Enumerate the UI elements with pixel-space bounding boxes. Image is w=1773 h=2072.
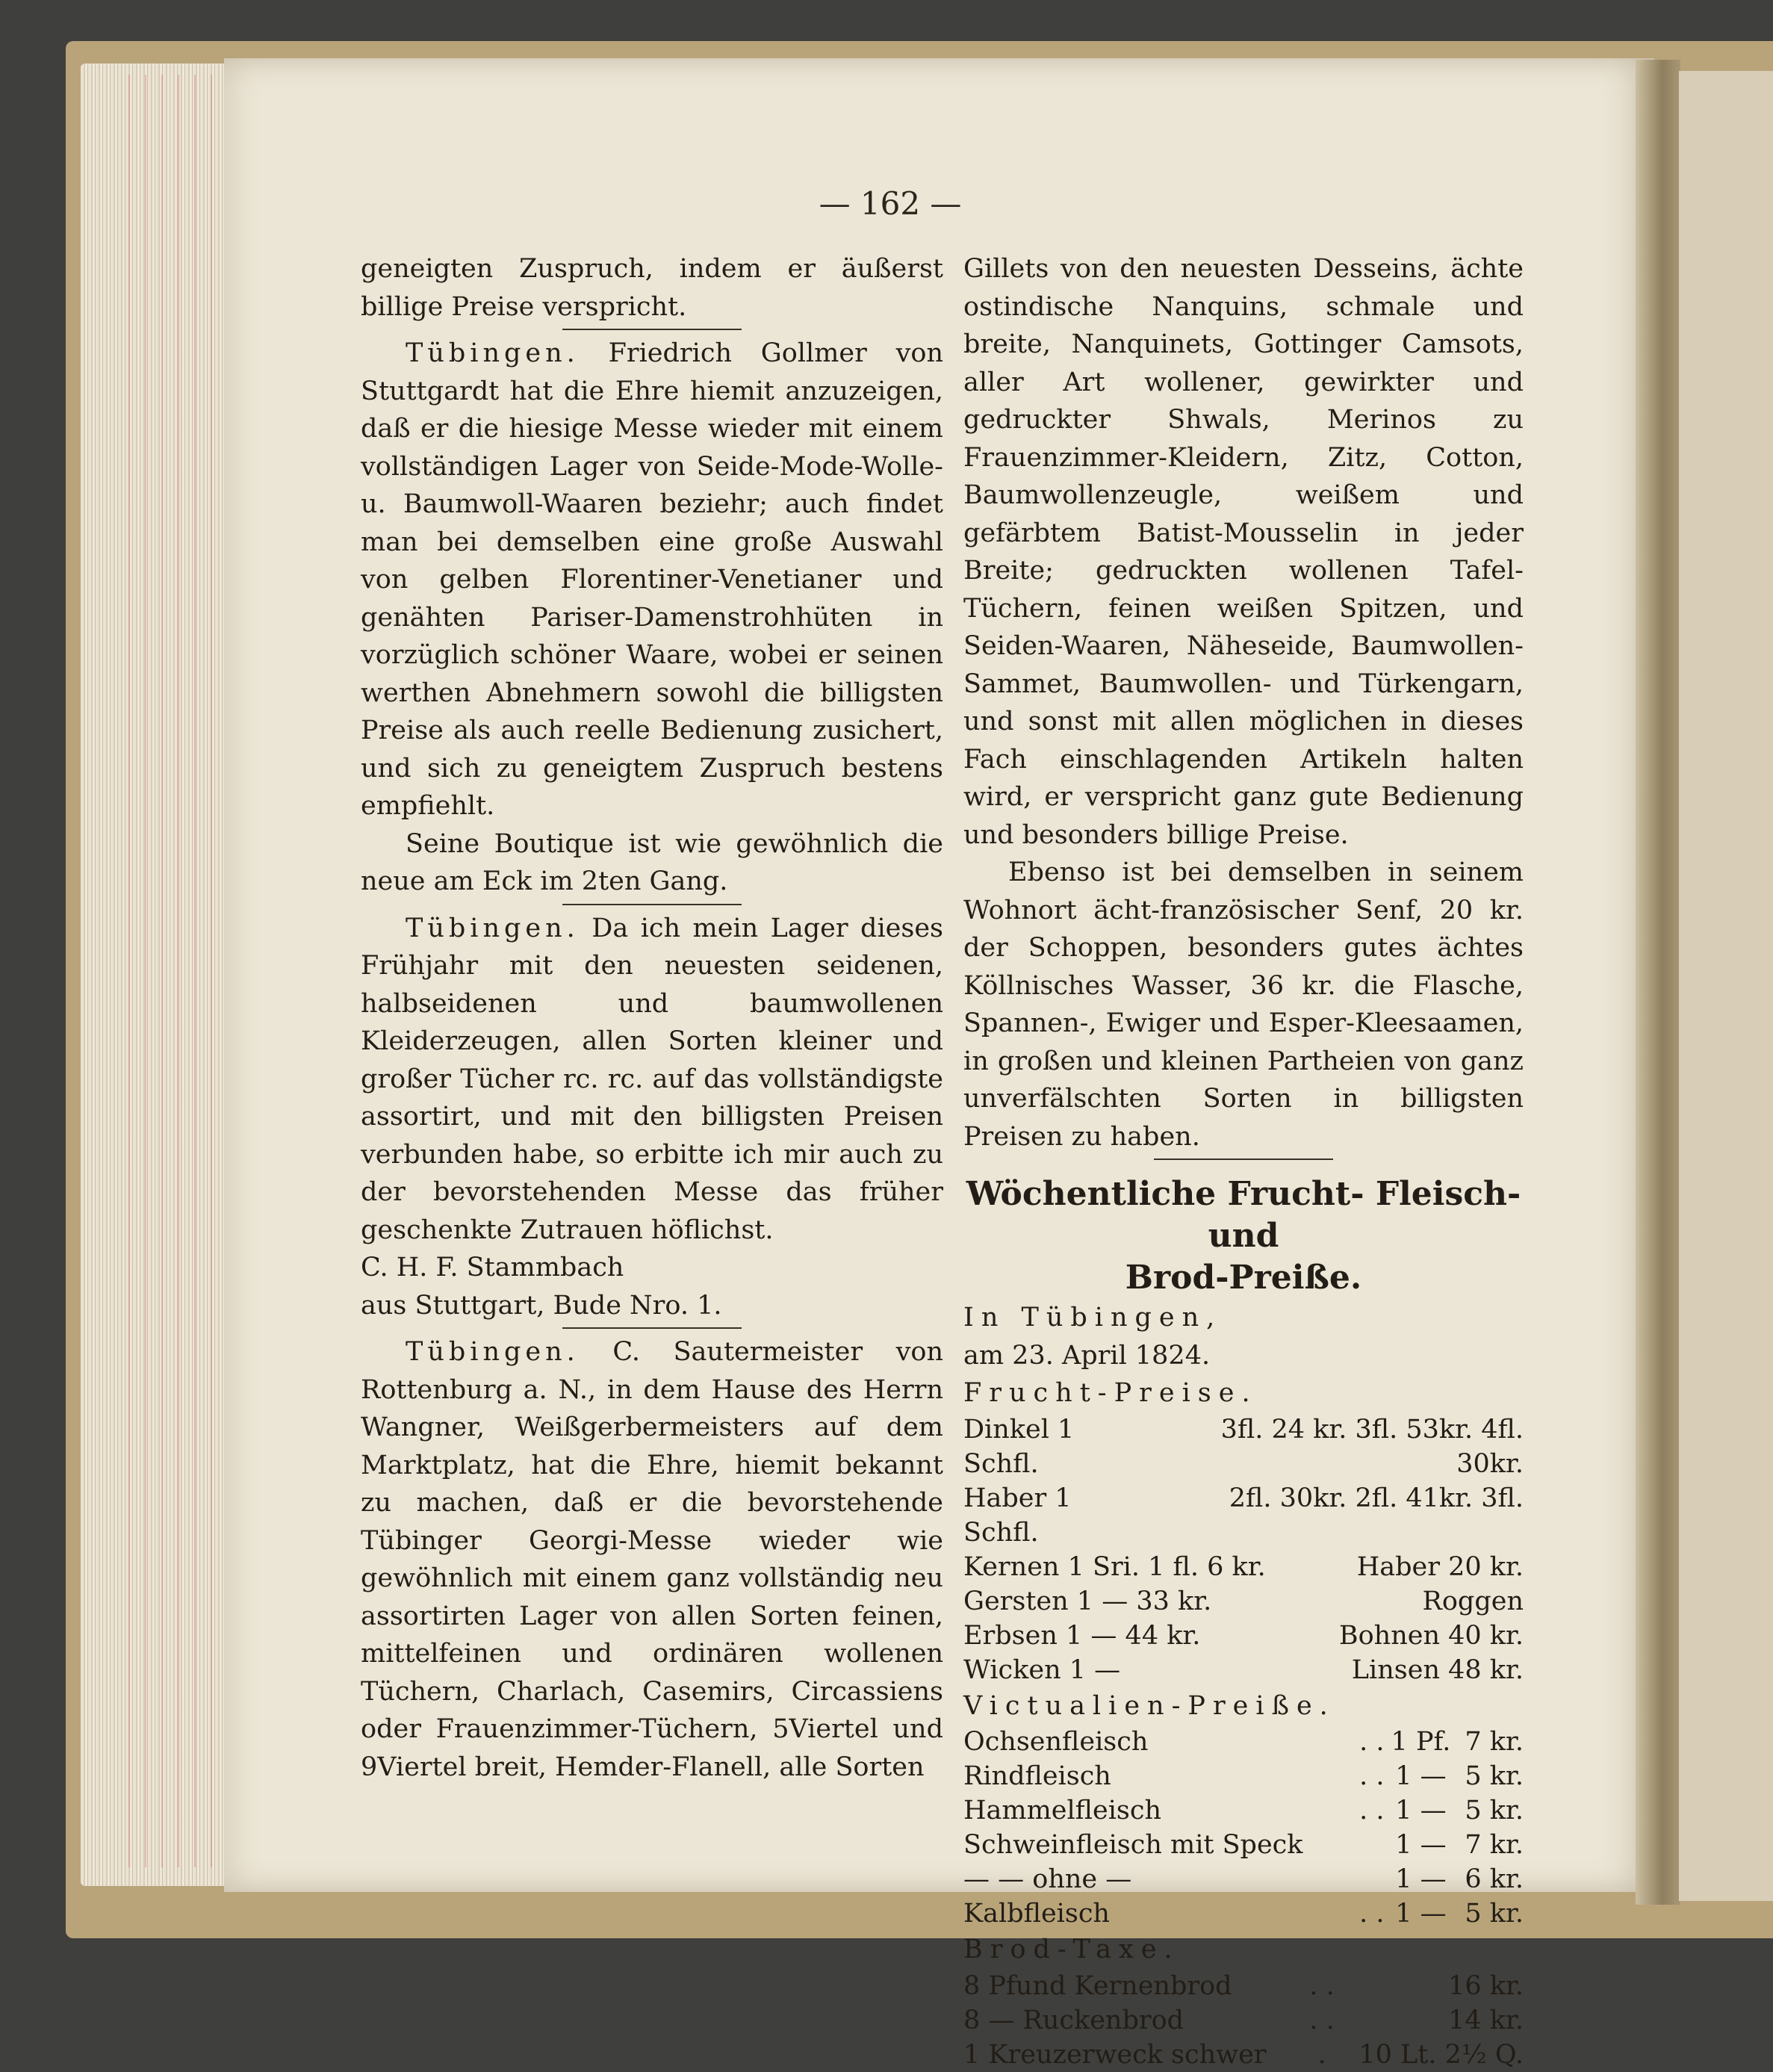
continuation-text: Gillets von den neuesten Desseins, ächte ostindische Nanquins, schmale und breite, Nanquinets, Gottinger Camsots, aller Art wollener, gewirkter und gedruckter Shwals, Merinos zu Frauenzimmer-Kleidern, Zitz, Cotton, Baumwollenzeugle, weißem und gefärbtem Batist-Mousselin in jeder Breite; gedruckten wollenen Tafel-Tüchern, feinen weißen Spitzen, und Seiden-Waaren, Näheseide, Baumwollen-Sammet, Baumwollen- und Türkengarn, und sonst mit allen möglichen in dieses Fach einschlagenden Artikeln halten wird, er verspricht ganz gute Bedienung und besonders billige Preise. (963, 254, 1524, 850)
table-row (963, 1896, 1524, 1931)
notice-sautermeister (361, 1333, 943, 1786)
divider (562, 904, 742, 905)
item-price: 5 kr. (1465, 1761, 1524, 1791)
table-row (963, 1725, 1524, 1759)
item-price: 10 Lt. 2½ Q. (1359, 2039, 1524, 2070)
notice-text: Friedrich Gollmer von Stuttgardt hat die Ehre hiemit anzuzeigen, daß er die hiesige Messe wieder mit einem vollständigen Lager von Seide-Mode-Wolle- u. Baumwoll-Waaren beziehr; auch findet man bei demselben eine große Auswahl von gelben Florentiner-Venetianer und genähten Pariser-Damenstrohhüten in vorzüglich schöner Waare, wobei er seinen werthen Abnehmern sowohl die billigsten Preise als auch reelle Bedienung zusichert, und sich zu geneigtem Zuspruch bestens empfiehlt. (361, 338, 943, 821)
item-values: 2fl. 30kr. 2fl. 41kr. 3fl. (1229, 1483, 1524, 1513)
item-qty: 1 — (1395, 1761, 1447, 1791)
notice-stammbach (361, 910, 943, 1250)
item-dots: . . (1309, 1970, 1335, 2001)
item-dots: . . (1359, 1899, 1385, 1929)
fruit-prices-heading: Frucht-Preise. (963, 1378, 1258, 1408)
price-date: am 23. April 1824. (963, 1340, 1211, 1371)
item-dots: . . (1309, 2005, 1335, 2035)
item-dots: . . (1359, 1727, 1385, 1757)
item-price: 16 kr. (1448, 1970, 1524, 2001)
divider (562, 1327, 742, 1329)
item-name: 8 Pfund Kernenbrod (963, 1970, 1232, 2001)
item-price: 5 kr. (1465, 1796, 1524, 1826)
table-row (963, 1584, 1524, 1619)
pair-right: Bohnen 40 kr. (1338, 1620, 1524, 1651)
table-row (963, 2038, 1524, 2072)
table-row (963, 1828, 1524, 1862)
opening-text: geneigten Zuspruch, indem er äußerst billige Preise verspricht. (361, 254, 943, 322)
item-dots: . . (1359, 1761, 1385, 1791)
table-row (963, 1862, 1524, 1896)
pair-right: Haber 20 kr. (1356, 1551, 1524, 1582)
facing-page (1679, 71, 1773, 1901)
fruit-price-table (963, 1412, 1524, 1550)
bread-price-table (963, 1969, 1524, 2072)
item-qty: 1 — (1395, 1830, 1447, 1860)
notice-place: Tübingen. (406, 913, 580, 943)
notice-boutique: Seine Boutique ist wie gewöhnlich die neue am Eck im 2ten Gang. (361, 828, 943, 896)
table-row (963, 2003, 1524, 2038)
price-place: In Tübingen, (963, 1303, 1223, 1333)
book-gutter (1636, 60, 1680, 1905)
item-name: Ochsenfleisch (963, 1727, 1149, 1757)
table-row (963, 1481, 1524, 1550)
pair-right: Roggen (1422, 1586, 1524, 1616)
signature-name: C. H. F. Stammbach (361, 1253, 624, 1282)
bread-tax-heading: Brod-Taxe. (963, 1935, 1180, 1964)
table-row (963, 1793, 1524, 1828)
item-name: Kalbfleisch (963, 1899, 1110, 1929)
item-price: 7 kr. (1465, 1727, 1524, 1757)
price-heading-2: Brod-Preiße. (1125, 1259, 1362, 1297)
item-name: Dinkel 1 Schfl. (963, 1414, 1075, 1479)
signature-place: aus Stuttgart, Bude Nro. 1. (361, 1290, 722, 1321)
item-price: 7 kr. (1465, 1830, 1524, 1860)
table-row (963, 1412, 1524, 1481)
item-values: 3fl. 24 kr. 3fl. 53kr. 4fl. 30kr. (1220, 1414, 1524, 1479)
item-price: 14 kr. (1448, 2005, 1524, 2035)
left-column (361, 250, 943, 1786)
red-edge-marks (119, 75, 217, 1867)
pair-left: Gersten 1 — 33 kr. (963, 1586, 1212, 1616)
notice-text: C. Sautermeister von Rottenburg a. N., in dem Hause des Herrn Wangner, Weißgerbermeisters auf dem Marktplatz, hat die Ehre, hiemit bekannt zu machen, daß er die bevorstehende Tübinger Georgi-Messe wieder wie gewöhnlich mit einem ganz vollständig neu assortirten Lager von allen Sorten feinen, mittelfeinen und ordinären wollenen Tüchern, Charlach, Casemirs, Circassiens oder Frauenzimmer-Tüchern, 5Viertel und 9Viertel breit, Hemder-Flanell, alle Sorten (361, 1337, 943, 1782)
table-row (963, 1619, 1524, 1653)
item-name: 8 — Ruckenbrod (963, 2005, 1184, 2035)
item-qty: 1 — (1395, 1796, 1447, 1826)
divider (1154, 1158, 1333, 1160)
pair-right: Linsen 48 kr. (1351, 1654, 1524, 1685)
item-name: 1 Kreuzerweck schwer (963, 2039, 1267, 2070)
notice-place: Tübingen. (406, 1337, 580, 1367)
victual-price-table (963, 1725, 1524, 1931)
notice-gollmer (361, 335, 943, 825)
item-dots: . . (1359, 1796, 1385, 1826)
notice-text: Da ich mein Lager dieses Frühjahr mit den neuesten seidenen, halbseidenen und baumwollenen Kleiderzeugen, allen Sorten kleiner und großer Tücher rc. rc. auf das vollständigste assortirt, und mit den billigsten Preisen verbunden habe, so erbitte ich mir auch zu der bevorstehenden Messe das früher geschenkte Zutrauen höflichst. (361, 913, 943, 1245)
item-price: 5 kr. (1465, 1899, 1524, 1929)
continuation-text-2: Ebenso ist bei demselben in seinem Wohnort ächt-französischer Senf, 20 kr. der Schoppen, besonders gutes ächtes Köllnisches Wasser, 36 kr. die Flasche, Spannen-, Ewiger und Esper-Kleesaamen, in großen und kleinen Partheien von ganz unverfälschten Sorten in billigsten Preisen zu haben. (963, 857, 1524, 1152)
right-column (963, 250, 1524, 2072)
item-dots (1357, 1862, 1386, 1896)
item-name: — — ohne — (963, 1864, 1132, 1894)
item-price: 6 kr. (1465, 1864, 1524, 1894)
item-qty: 1 Pf. (1391, 1727, 1451, 1757)
table-row (963, 1550, 1524, 1584)
item-dots (1357, 1828, 1386, 1862)
table-row (963, 1759, 1524, 1793)
item-name: Schweinfleisch mit Speck (963, 1830, 1303, 1860)
item-qty: 1 — (1395, 1899, 1447, 1929)
item-name: Rindfleisch (963, 1761, 1111, 1791)
divider (562, 329, 742, 330)
notice-place: Tübingen. (406, 338, 580, 368)
pair-left: Wicken 1 — (963, 1654, 1121, 1685)
item-name: Hammelfleisch (963, 1796, 1162, 1826)
price-heading: Wöchentliche Frucht- Fleisch- und (966, 1175, 1521, 1255)
table-row (963, 1969, 1524, 2003)
pair-left: Erbsen 1 — 44 kr. (963, 1620, 1201, 1651)
item-name: Haber 1 Schfl. (963, 1483, 1072, 1548)
item-qty: 1 — (1395, 1864, 1447, 1894)
page-number: — 162 — (819, 185, 962, 222)
victual-prices-heading: Victualien-Preiße. (963, 1690, 1335, 1721)
fruit-pair-table (963, 1550, 1524, 1687)
pair-left: Kernen 1 Sri. 1 fl. 6 kr. (963, 1551, 1266, 1582)
item-dots: . (1317, 2039, 1326, 2070)
table-row (963, 1653, 1524, 1687)
